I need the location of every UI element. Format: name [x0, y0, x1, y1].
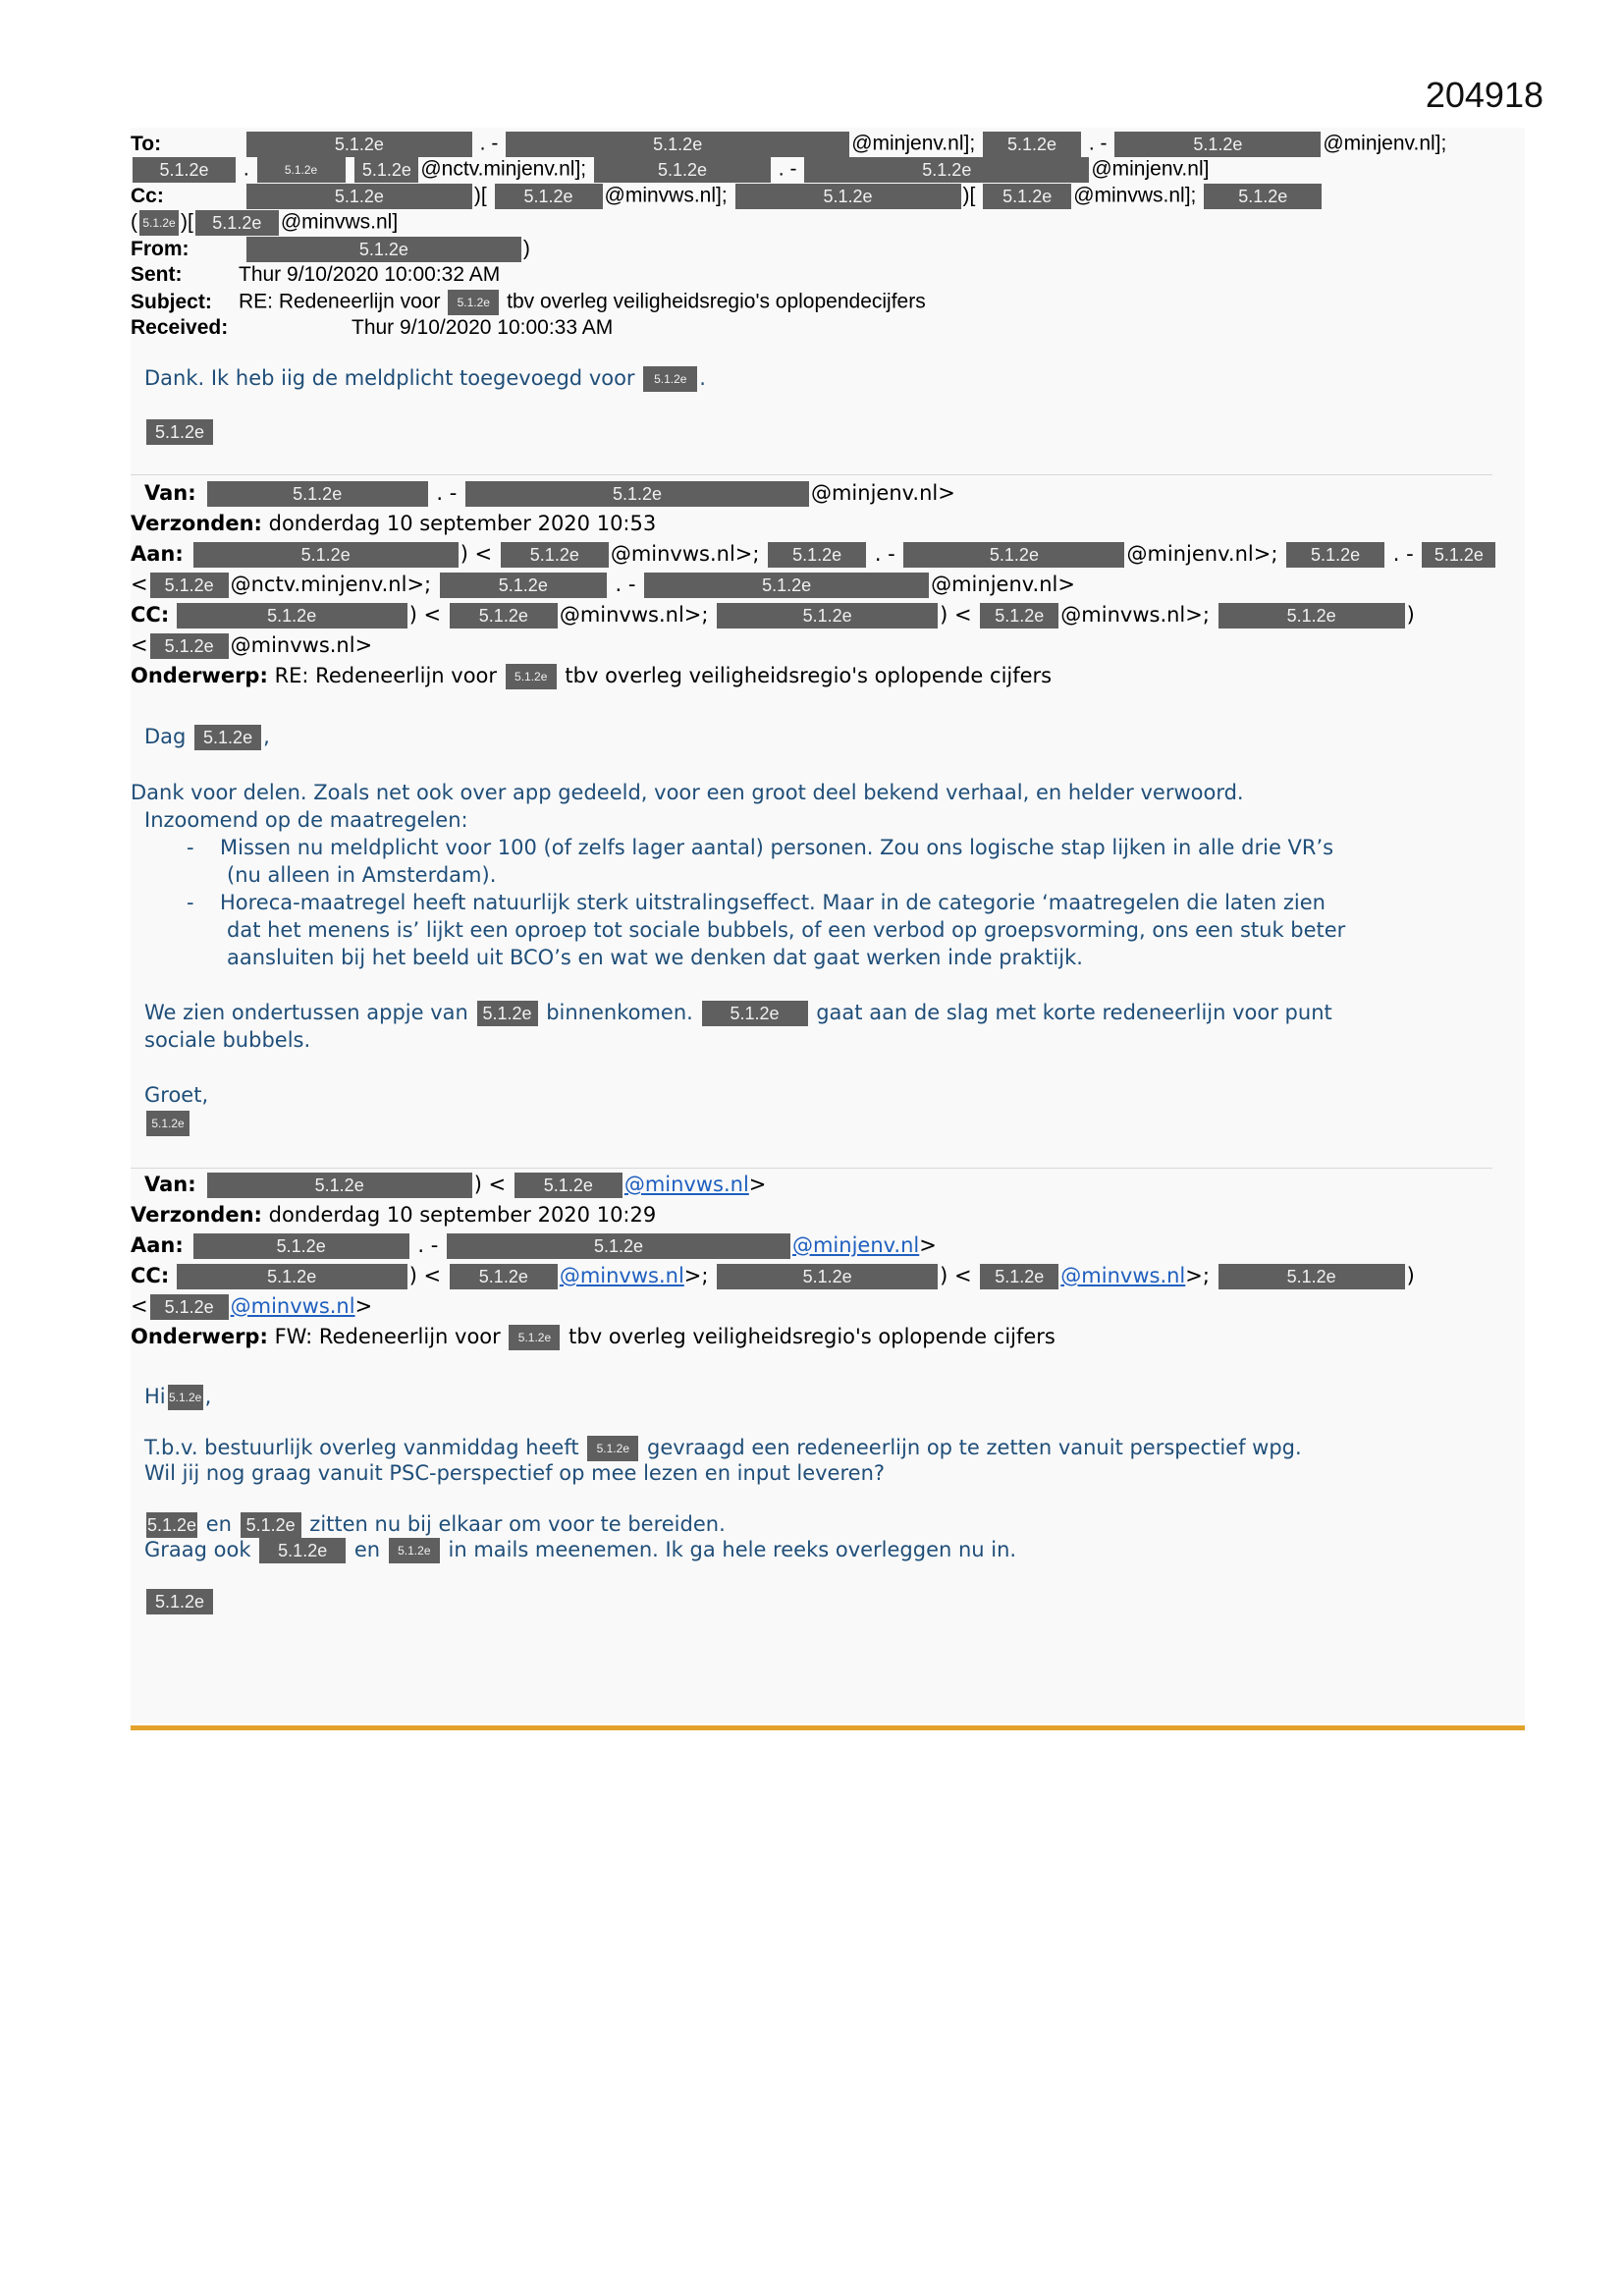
quote2-van-line: Van: 5.1.2e ) < 5.1.2e @minvws.nl> — [144, 1173, 767, 1196]
reply-text: Dank. Ik heb iig de meldplicht toegevoegd voor 5.1.2e . — [144, 366, 706, 390]
quote1-onderwerp-line: Onderwerp: RE: Redeneerlijn voor 5.1.2e tbv overleg veiligheidsregio's oplopende cijfers — [131, 664, 1053, 687]
redaction: 5.1.2e — [447, 1233, 790, 1259]
quote1-paragraph-3-line-2: sociale bubbels. — [144, 1028, 311, 1052]
orange-divider — [131, 1725, 1525, 1730]
quote2-verzonden-line: Verzonden: donderdag 10 september 2020 10:29 — [131, 1203, 657, 1227]
quote1-paragraph-2: Inzoomend op de maatregelen: — [144, 808, 468, 832]
header-subject-line: Subject: RE: Redeneerlijn voor 5.1.2e tbv overleg veiligheidsregio's oplopendecijfers — [131, 290, 926, 315]
separator — [131, 474, 1492, 475]
quote1-signature — [144, 1111, 191, 1136]
redaction: 5.1.2e — [1422, 542, 1495, 568]
redaction: 5.1.2e — [1114, 132, 1321, 157]
redaction: 5.1.2e — [702, 1001, 808, 1026]
quote1-bullet-2-line-2: dat het menens is’ lijkt een oproep tot sociale bubbels, of een verbod op groepsvorming, ons een stuk beter — [227, 918, 1346, 942]
email-link[interactable]: @minvws.nl — [1060, 1264, 1186, 1287]
redaction: 5.1.2e — [389, 1538, 440, 1563]
quote2-paragraph-1: T.b.v. bestuurlijk overleg vanmiddag heeft 5.1.2e gevraagd een redeneerlijn op te zetten vanuit perspectief wpg. — [144, 1436, 1302, 1459]
redaction: 5.1.2e — [980, 603, 1058, 629]
redaction: 5.1.2e — [506, 664, 557, 689]
redaction: 5.1.2e — [903, 542, 1124, 568]
quote2-signature — [144, 1589, 215, 1614]
document-id: 204918 — [1425, 75, 1543, 115]
quote2-onderwerp-line: Onderwerp: FW: Redeneerlijn voor 5.1.2e tbv overleg veiligheidsregio's oplopende cijfers — [131, 1325, 1056, 1348]
redaction: 5.1.2e — [506, 132, 849, 157]
redaction: 5.1.2e — [194, 725, 261, 750]
quote1-aan-line-2: < 5.1.2e @nctv.minjenv.nl>; 5.1.2e . - 5.1.2e @minjenv.nl> — [131, 573, 1075, 596]
email-link[interactable]: @minvws.nl — [230, 1294, 355, 1318]
quote1-van-line: Van: 5.1.2e . - 5.1.2e @minjenv.nl> — [144, 481, 955, 505]
redaction: 5.1.2e — [241, 1512, 301, 1538]
redaction: 5.1.2e — [146, 1111, 189, 1136]
redaction: 5.1.2e — [246, 132, 472, 157]
redaction: 5.1.2e — [246, 237, 521, 262]
redaction: 5.1.2e — [259, 1538, 346, 1563]
redaction: 5.1.2e — [644, 573, 929, 598]
redaction: 5.1.2e — [146, 419, 213, 445]
redaction: 5.1.2e — [150, 1294, 229, 1320]
quote2-paragraph-2-line-2: Graag ook 5.1.2e en 5.1.2e in mails meenemen. Ik ga hele reeks overleggen nu in. — [144, 1538, 1017, 1561]
redaction: 5.1.2e — [207, 481, 428, 507]
redaction: 5.1.2e — [246, 184, 472, 209]
redaction: 5.1.2e — [501, 542, 609, 568]
redaction: 5.1.2e — [717, 603, 938, 629]
redaction: 5.1.2e — [495, 184, 603, 209]
redaction: 5.1.2e — [465, 481, 809, 507]
header-from-line: From: 5.1.2e ) — [131, 237, 530, 262]
redaction: 5.1.2e — [150, 633, 229, 659]
redaction: 5.1.2e — [354, 157, 418, 183]
reply-signature — [144, 419, 215, 445]
quote1-bullet-1-line-2: (nu alleen in Amsterdam). — [227, 863, 497, 887]
quote1-cc-line-1: CC: 5.1.2e ) < 5.1.2e @minvws.nl>; 5.1.2e ) < 5.1.2e @minvws.nl>; 5.1.2e ) — [131, 603, 1415, 627]
redaction: 5.1.2e — [717, 1264, 938, 1289]
email-link[interactable]: @minvws.nl — [559, 1264, 684, 1287]
redaction: 5.1.2e — [139, 210, 179, 236]
redaction: 5.1.2e — [643, 366, 697, 392]
redaction: 5.1.2e — [768, 542, 866, 568]
quote1-bullet-2-line-1: Horeca-maatregel heeft natuurlijk sterk uitstralingseffect. Maar in de categorie ‘maatregelen die laten zien — [220, 891, 1326, 914]
bullet-marker: - — [187, 891, 194, 914]
redaction: 5.1.2e — [587, 1436, 638, 1461]
redaction: 5.1.2e — [440, 573, 607, 598]
redaction: 5.1.2e — [177, 603, 407, 629]
header-to-line-1: To: 5.1.2e . - 5.1.2e @minjenv.nl]; 5.1.2e . - 5.1.2e @minjenv.nl]; — [131, 132, 1446, 157]
quote1-paragraph-1: Dank voor delen. Zoals net ook over app gedeeld, voor een groot deel bekend verhaal, en helder verwoord. — [131, 781, 1244, 804]
redaction: 5.1.2e — [146, 1589, 213, 1614]
redaction: 5.1.2e — [168, 1385, 203, 1410]
quote2-paragraph-2: 5.1.2e en 5.1.2e zitten nu bij elkaar om voor te bereiden. — [146, 1512, 726, 1536]
quote1-aan-line-1: Aan: 5.1.2e ) < 5.1.2e @minvws.nl>; 5.1.2e . - 5.1.2e @minjenv.nl>; 5.1.2e . - 5.1.2e — [131, 542, 1497, 568]
redaction: 5.1.2e — [195, 210, 279, 236]
redaction: 5.1.2e — [594, 157, 771, 183]
quote1-closing: Groet, — [144, 1083, 209, 1107]
quote1-bullet-2-line-3: aansluiten bij het beeld uit BCO’s en wat we denken dat gaat werken inde praktijk. — [227, 946, 1083, 969]
header-to-line-2: 5.1.2e . 5.1.2e 5.1.2e @nctv.minjenv.nl]; 5.1.2e . - 5.1.2e @minjenv.nl] — [131, 157, 1209, 183]
quote2-cc-line-2: < 5.1.2e @minvws.nl> — [131, 1294, 373, 1318]
quote1-greeting: Dag 5.1.2e , — [144, 725, 270, 748]
redaction: 5.1.2e — [1204, 184, 1322, 209]
redaction: 5.1.2e — [150, 573, 229, 598]
redaction: 5.1.2e — [1218, 603, 1405, 629]
email-link[interactable]: @minjenv.nl — [791, 1233, 920, 1257]
quote1-verzonden-line: Verzonden: donderdag 10 september 2020 10:53 — [131, 512, 657, 535]
redaction: 5.1.2e — [509, 1325, 560, 1350]
redaction: 5.1.2e — [257, 157, 346, 183]
header-received-line: Received: Thur 9/10/2020 10:00:33 AM — [131, 316, 614, 339]
quote2-paragraph-1-line-2: Wil jij nog graag vanuit PSC-perspectief op mee lezen en input leveren? — [144, 1461, 886, 1485]
redaction: 5.1.2e — [804, 157, 1089, 183]
quote2-aan-line: Aan: 5.1.2e . - 5.1.2e @minjenv.nl> — [131, 1233, 937, 1257]
header-sent-line: Sent: Thur 9/10/2020 10:00:32 AM — [131, 263, 501, 286]
redaction: 5.1.2e — [983, 132, 1081, 157]
email-link[interactable]: @minvws.nl — [623, 1173, 749, 1196]
redaction: 5.1.2e — [983, 184, 1071, 209]
quote2-greeting: Hi 5.1.2e , — [144, 1385, 212, 1408]
header-cc-line-2: ( 5.1.2e )[ 5.1.2e @minvws.nl] — [131, 210, 398, 236]
redaction: 5.1.2e — [1286, 542, 1384, 568]
redaction: 5.1.2e — [450, 603, 558, 629]
redaction: 5.1.2e — [448, 290, 499, 315]
redaction: 5.1.2e — [146, 1512, 197, 1538]
redaction: 5.1.2e — [980, 1264, 1058, 1289]
redaction: 5.1.2e — [1218, 1264, 1405, 1289]
redaction: 5.1.2e — [477, 1001, 538, 1026]
bullet-marker: - — [187, 836, 194, 859]
header-cc-line-1: Cc: 5.1.2e )[ 5.1.2e @minvws.nl]; 5.1.2e )[ 5.1.2e @minvws.nl]; 5.1.2e — [131, 184, 1324, 209]
redaction: 5.1.2e — [514, 1173, 623, 1198]
redaction: 5.1.2e — [193, 542, 459, 568]
quote1-bullet-1-line-1: Missen nu meldplicht voor 100 (of zelfs lager aantal) personen. Zou ons logische stap lijken in alle drie VR’s — [220, 836, 1334, 859]
redaction: 5.1.2e — [177, 1264, 407, 1289]
quote1-cc-line-2: < 5.1.2e @minvws.nl> — [131, 633, 373, 657]
redaction: 5.1.2e — [450, 1264, 558, 1289]
quote1-paragraph-3: We zien ondertussen appje van 5.1.2e binnenkomen. 5.1.2e gaat aan de slag met korte redeneerlijn voor punt — [144, 1001, 1332, 1024]
redaction: 5.1.2e — [193, 1233, 409, 1259]
redaction: 5.1.2e — [133, 157, 236, 183]
redaction: 5.1.2e — [207, 1173, 472, 1198]
redaction: 5.1.2e — [735, 184, 961, 209]
quote2-cc-line-1: CC: 5.1.2e ) < 5.1.2e @minvws.nl>; 5.1.2e ) < 5.1.2e @minvws.nl>; 5.1.2e ) — [131, 1264, 1415, 1287]
separator — [131, 1168, 1492, 1169]
